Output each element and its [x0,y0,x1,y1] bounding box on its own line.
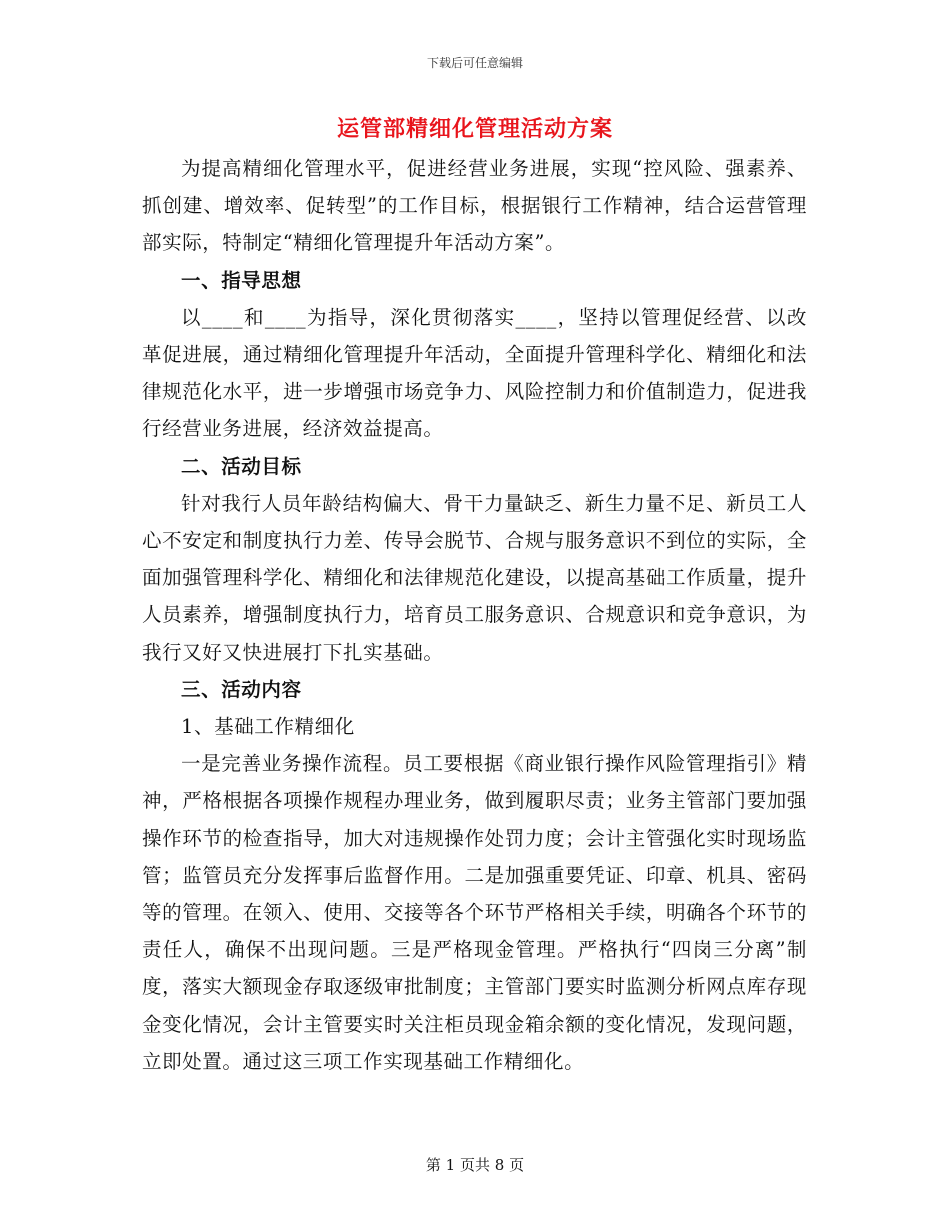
basic-work-paragraph: 一是完善业务操作流程。员工要根据《商业银行操作风险管理指引》精神，严格根据各项操作规程办理业务，做到履职尽责；业务主管部门要加强操作环节的检查指导，加大对违规操作处罚力度；会计主管强化实时现场监管；监管员充分发挥事后监督作用。二是加强重要凭证、印章、机具、密码等的管理。在领入、使用、交接等各个环节严格相关手续，明确各个环节的责任人，确保不出现问题。三是严格现金管理。严格执行“四岗三分离”制度，落实大额现金存取逐级审批制度；主管部门要实时监测分析网点库存现金变化情况，会计主管要实时关注柜员现金箱余额的变化情况，发现问题，立即处置。通过这三项工作实现基础工作精细化。 [142,752,807,1073]
section-heading-activity-content: 三、活动内容 [181,677,302,701]
document-title: 运管部精细化管理活动方案 [336,116,613,142]
activity-goals-paragraph: 针对我行人员年龄结构偏大、骨干力量缺乏、新生力量不足、新员工人心不安定和制度执行力差、传导会脱节、合规与服务意识不到位的实际，全面加强管理科学化、精细化和法律规范化建设，以提高基础工作质量，提升人员素养，增强制度执行力，培育员工服务意识、合规意识和竞争意识，为我行又好又快进展打下扎实基础。 [142,491,807,664]
document-body [142,150,807,1080]
section-heading-guiding-ideology: 一、指导思想 [181,268,302,292]
page-footer: 第 1 页共 8 页 [425,1156,525,1174]
header-note: 下载后可任意编辑 [426,56,523,70]
section-heading-activity-goals: 二、活动目标 [181,454,302,478]
subsection-heading-basic-work: 1、基础工作精细化 [181,715,355,739]
intro-paragraph: 为提高精细化管理水平，促进经营业务进展，实现“控风险、强素养、抓创建、增效率、促转型”的工作目标，根据银行工作精神，结合运营管理部实际，特制定“精细化管理提升年活动方案”。 [142,157,807,255]
guiding-ideology-paragraph: 以____和____为指导，深化贯彻落实____，坚持以管理促经营、以改革促进展，通过精细化管理提升年活动，全面提升管理科学化、精细化和法律规范化水平，进一步增强市场竞争力、风险控制力和价值制造力，促进我行经营业务进展，经济效益提高。 [142,305,807,441]
